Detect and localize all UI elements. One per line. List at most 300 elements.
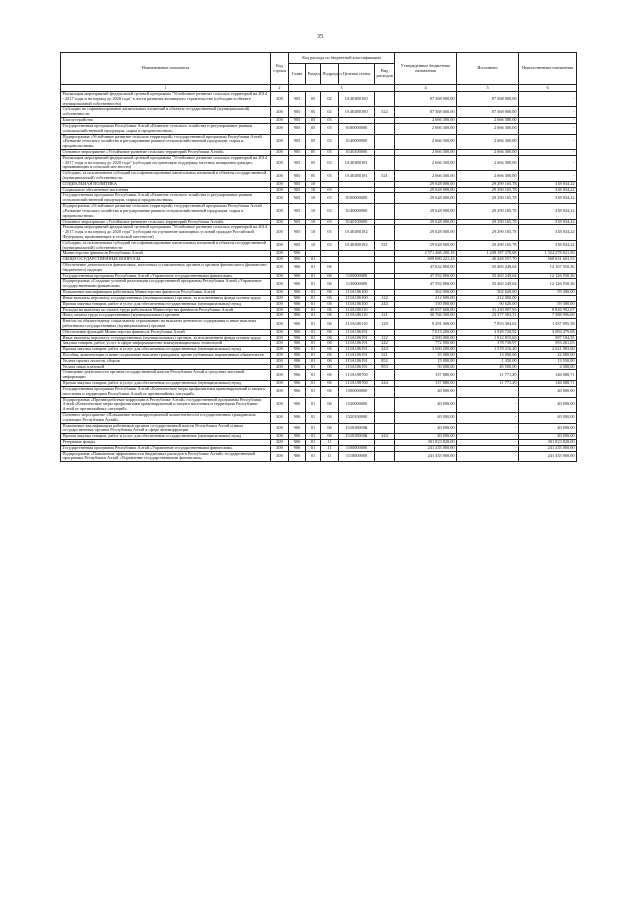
row-razdel: 01 bbox=[306, 273, 321, 279]
row-glava: 906 bbox=[289, 370, 306, 381]
row-unexecuted: 146 088,71 bbox=[519, 381, 577, 387]
row-unexecuted: - bbox=[519, 107, 577, 118]
row-razdel: 01 bbox=[306, 263, 321, 274]
header-razdel: Раздел bbox=[306, 64, 321, 85]
header-vid: Вид расходов bbox=[375, 64, 395, 85]
row-vid: 122 bbox=[375, 295, 395, 301]
row-glava: 905 bbox=[289, 155, 306, 170]
row-approved: 29 628 000,00 bbox=[395, 187, 457, 193]
row-approved: 29 628 000,00 bbox=[395, 219, 457, 225]
budget-execution-table bbox=[60, 52, 577, 462]
header-podrazdel: Подраздел bbox=[321, 64, 339, 85]
row-vid bbox=[375, 397, 395, 412]
row-podrazdel: 11 bbox=[321, 445, 339, 451]
row-glava: 905 bbox=[289, 118, 306, 124]
table-row bbox=[61, 123, 577, 134]
row-line-code: 200 bbox=[271, 273, 289, 279]
row-line-code: 200 bbox=[271, 423, 289, 434]
row-name: Подпрограмма «Создание условий реализации государственной программы Республики Алтай «Управление государственными финансами» bbox=[61, 279, 271, 290]
table-row bbox=[61, 397, 577, 412]
table-row bbox=[61, 171, 577, 182]
row-razdel: 01 bbox=[306, 335, 321, 341]
row-razdel: 01 bbox=[306, 381, 321, 387]
table-row bbox=[61, 204, 577, 219]
row-name: Субсидии на софинансирование капитальных вложений в объекты государственной (муниципальной) собственности bbox=[61, 107, 271, 118]
row-glava: 906 bbox=[289, 319, 306, 330]
row-razdel: 01 bbox=[306, 290, 321, 296]
row-approved: 2 666 300,00 bbox=[395, 149, 457, 155]
row-name: Основное мероприятие «Устойчивое развитие сельских территорий Республики Алтай» bbox=[61, 219, 271, 225]
row-podrazdel: 06 bbox=[321, 295, 339, 301]
row-razdel: 01 bbox=[306, 386, 321, 397]
row-podrazdel: 06 bbox=[321, 386, 339, 397]
row-razdel: 01 bbox=[306, 434, 321, 440]
row-name: Государственная программа Республики Алтай «Управление государственными финансами» bbox=[61, 273, 271, 279]
row-executed: 1 249 187 378,68 bbox=[457, 251, 519, 257]
row-executed: 29 290 165,78 bbox=[457, 225, 519, 240]
row-glava: 905 bbox=[289, 92, 306, 107]
row-name: Иные выплаты персоналу государственных (муниципальных) органов, за исключением фонда оплаты труда bbox=[61, 335, 271, 341]
row-executed: - bbox=[457, 434, 519, 440]
row-line-code: 200 bbox=[271, 397, 289, 412]
row-glava: 906 bbox=[289, 257, 306, 263]
table-row bbox=[61, 263, 577, 274]
row-executed: 1 578 216,40 bbox=[457, 347, 519, 353]
row-target: 113А106110 bbox=[339, 307, 375, 313]
row-podrazdel: 11 bbox=[321, 451, 339, 462]
row-vid: 244 bbox=[375, 301, 395, 307]
row-razdel: 05 bbox=[306, 149, 321, 155]
row-approved: 212 000,00 bbox=[395, 295, 457, 301]
row-unexecuted: 12 126 550,36 bbox=[519, 279, 577, 290]
row-podrazdel: 03 bbox=[321, 204, 339, 219]
row-razdel: 01 bbox=[306, 440, 321, 446]
row-executed: - bbox=[457, 440, 519, 446]
table-body bbox=[61, 92, 577, 462]
row-target: 01401R0182 bbox=[339, 225, 375, 240]
row-executed: 2 666 300,00 bbox=[457, 134, 519, 149]
row-podrazdel: 03 bbox=[321, 240, 339, 251]
row-approved: 87 368 000,00 bbox=[395, 92, 457, 107]
row-approved: 35 000,00 bbox=[395, 353, 457, 359]
row-approved: 609 080 221,23 bbox=[395, 257, 457, 263]
row-glava: 906 bbox=[289, 358, 306, 364]
row-razdel: 10 bbox=[306, 219, 321, 225]
row-glava: 905 bbox=[289, 204, 306, 219]
row-name: Повышение квалификации работников Министерства финансов Республики Алтай bbox=[61, 290, 271, 296]
row-name: Прочая закупка товаров, работ и услуг для обеспечения государственных (муниципальных) нужд bbox=[61, 301, 271, 307]
row-line-code: 200 bbox=[271, 204, 289, 219]
row-target: 113А106100 bbox=[339, 290, 375, 296]
row-vid bbox=[375, 412, 395, 423]
row-executed: 29 290 165,78 bbox=[457, 219, 519, 225]
row-razdel: 10 bbox=[306, 181, 321, 187]
row-podrazdel: 06 bbox=[321, 370, 339, 381]
row-podrazdel: 06 bbox=[321, 319, 339, 330]
row-target: 01401R0180 bbox=[339, 92, 375, 107]
row-approved: 87 368 000,00 bbox=[395, 107, 457, 118]
row-line-code: 200 bbox=[271, 279, 289, 290]
table-row bbox=[61, 107, 577, 118]
row-approved: 362 000,00 bbox=[395, 290, 457, 296]
row-vid: 522 bbox=[375, 107, 395, 118]
row-name: Основное мероприятие «Повышение антикоррупционной компетентности государственных гражданских служащих Республики Алтай» bbox=[61, 412, 271, 423]
row-name: Подпрограмма «Повышение эффективности бюджетных расходов в Республике Алтай» государственной программы Республики Алтай «Управление государственными финансами» bbox=[61, 451, 271, 462]
row-line-code: 200 bbox=[271, 434, 289, 440]
row-target: 113А106191 bbox=[339, 353, 375, 359]
row-podrazdel: 06 bbox=[321, 434, 339, 440]
row-glava: 906 bbox=[289, 434, 306, 440]
row-line-code: 200 bbox=[271, 134, 289, 149]
row-unexecuted: - bbox=[519, 155, 577, 170]
row-podrazdel: 06 bbox=[321, 313, 339, 319]
row-target: 113А106191 bbox=[339, 358, 375, 364]
row-approved: 3 600 200,00 bbox=[395, 347, 457, 353]
row-executed: 87 368 000,00 bbox=[457, 92, 519, 107]
table-row bbox=[61, 155, 577, 170]
row-razdel: 05 bbox=[306, 92, 321, 107]
row-podrazdel: 06 bbox=[321, 329, 339, 335]
row-line-code: 200 bbox=[271, 319, 289, 330]
row-name: Государственная программа Республики Алтай «Комплексные меры профилактики правонарушений и защита населения и территории Республики Алтай от чрезвычайных ситуаций» bbox=[61, 386, 271, 397]
row-vid: 853 bbox=[375, 364, 395, 370]
row-glava: 906 bbox=[289, 251, 306, 257]
row-podrazdel: 03 bbox=[321, 171, 339, 182]
row-line-code: 200 bbox=[271, 341, 289, 347]
row-approved: 2 666 300,00 bbox=[395, 155, 457, 170]
row-unexecuted: 40 000,00 bbox=[519, 434, 577, 440]
row-name: Благоустройство bbox=[61, 118, 271, 124]
row-glava: 906 bbox=[289, 440, 306, 446]
row-razdel: 01 bbox=[306, 358, 321, 364]
row-line-code: 200 bbox=[271, 193, 289, 204]
row-podrazdel: 06 bbox=[321, 290, 339, 296]
row-line-code: 200 bbox=[271, 301, 289, 307]
row-razdel: 01 bbox=[306, 370, 321, 381]
row-razdel: 01 bbox=[306, 301, 321, 307]
row-approved: 157 880,00 bbox=[395, 370, 457, 381]
row-vid bbox=[375, 386, 395, 397]
row-unexecuted: 338 834,22 bbox=[519, 240, 577, 251]
row-name: Прочая закупка товаров, работ и услуг для обеспечения государственных (муниципальных) нужд bbox=[61, 381, 271, 387]
row-line-code: 200 bbox=[271, 92, 289, 107]
row-approved: 40 057 600,00 bbox=[395, 307, 457, 313]
row-glava: 906 bbox=[289, 397, 306, 412]
row-glava: 906 bbox=[289, 273, 306, 279]
row-target: 113А106110 bbox=[339, 313, 375, 319]
row-approved: 29 628 000,00 bbox=[395, 225, 457, 240]
row-approved: 2 666 300,00 bbox=[395, 171, 457, 182]
row-razdel: 05 bbox=[306, 107, 321, 118]
row-line-code: 200 bbox=[271, 187, 289, 193]
row-executed: 2 666 300,00 bbox=[457, 123, 519, 134]
row-name: Субсидии, за исключением субсидий на софинансирование капитальных вложений в объекты государственной (муниципальной) собственности bbox=[61, 240, 271, 251]
row-podrazdel: 06 bbox=[321, 335, 339, 341]
row-podrazdel: 03 bbox=[321, 123, 339, 134]
row-line-code: 200 bbox=[271, 181, 289, 187]
row-name: Расходы на выплаты по оплате труда работников Министерства финансов Республики Алтай bbox=[61, 307, 271, 313]
column-index: 5 bbox=[457, 85, 519, 92]
row-executed: 29 290 165,78 bbox=[457, 193, 519, 204]
row-razdel: 01 bbox=[306, 423, 321, 434]
row-razdel: 10 bbox=[306, 193, 321, 204]
table-row bbox=[61, 92, 577, 107]
row-podrazdel: 06 bbox=[321, 397, 339, 412]
row-target: 1520100000 bbox=[339, 412, 375, 423]
row-name: ОБЩЕГОСУДАРСТВЕННЫЕ ВОПРОСЫ bbox=[61, 257, 271, 263]
row-name: Пособия, компенсации и иные социальные выплаты гражданам, кроме публичных нормативных обязательств bbox=[61, 353, 271, 359]
row-vid bbox=[375, 225, 395, 240]
row-target: 01401R0181 bbox=[339, 155, 375, 170]
row-name: Обеспечение деятельности финансовых, налоговых и таможенных органов и органов финансового (финансово-бюджетного) надзора bbox=[61, 263, 271, 274]
row-target: 1520000000 bbox=[339, 397, 375, 412]
row-razdel: 05 bbox=[306, 123, 321, 134]
row-unexecuted: 40 000,00 bbox=[519, 386, 577, 397]
row-approved: 2 571 466 200,18 bbox=[395, 251, 457, 257]
row-vid bbox=[375, 123, 395, 134]
row-line-code: 200 bbox=[271, 313, 289, 319]
row-razdel: 10 bbox=[306, 187, 321, 193]
row-unexecuted: 1 437 995,38 bbox=[519, 319, 577, 330]
row-target: 152010006К bbox=[339, 434, 375, 440]
row-approved: 30 766 300,00 bbox=[395, 313, 457, 319]
row-glava: 905 bbox=[289, 171, 306, 182]
row-glava: 906 bbox=[289, 263, 306, 274]
row-target: 0140100000 bbox=[339, 149, 375, 155]
row-executed: - bbox=[457, 397, 519, 412]
row-approved: 50 000,00 bbox=[395, 364, 457, 370]
row-executed: 31 230 007,93 bbox=[457, 307, 519, 313]
row-approved: 40 000,00 bbox=[395, 434, 457, 440]
row-executed: 11 771,29 bbox=[457, 381, 519, 387]
row-unexecuted: - bbox=[519, 134, 577, 149]
row-glava: 905 bbox=[289, 240, 306, 251]
header-line-code: Код строки bbox=[271, 53, 289, 85]
row-unexecuted: 12 167 550,36 bbox=[519, 263, 577, 274]
row-executed: - bbox=[457, 451, 519, 462]
row-approved: 157 880,00 bbox=[395, 381, 457, 387]
row-name: Государственная программа Республики Алтай «Развитие сельского хозяйства и регулирование рынков сельскохозяйственной продукции, сырья и продовольствия» bbox=[61, 193, 271, 204]
row-line-code: 200 bbox=[271, 107, 289, 118]
row-approved: 40 000,00 bbox=[395, 412, 457, 423]
row-razdel: 10 bbox=[306, 240, 321, 251]
row-target: 1110000000 bbox=[339, 451, 375, 462]
row-unexecuted: 40 000,00 bbox=[519, 397, 577, 412]
row-approved: 40 000,00 bbox=[395, 386, 457, 397]
row-target: 1500000000 bbox=[339, 386, 375, 397]
table-row bbox=[61, 412, 577, 423]
row-name: Уплата иных платежей bbox=[61, 364, 271, 370]
row-target: 113А106191 bbox=[339, 347, 375, 353]
row-podrazdel: 03 bbox=[321, 219, 339, 225]
row-line-code: 200 bbox=[271, 290, 289, 296]
row-unexecuted: 8 826 992,07 bbox=[519, 307, 577, 313]
row-approved: 29 628 000,00 bbox=[395, 240, 457, 251]
row-line-code: 200 bbox=[271, 118, 289, 124]
row-executed: 45 500,00 bbox=[457, 364, 519, 370]
row-target: 113А198700 bbox=[339, 370, 375, 381]
row-executed: 11 771,29 bbox=[457, 370, 519, 381]
row-target: 113А106110 bbox=[339, 319, 375, 330]
row-line-code: 200 bbox=[271, 445, 289, 451]
row-unexecuted: - bbox=[519, 92, 577, 107]
row-glava: 906 bbox=[289, 301, 306, 307]
row-approved: 7 013 200,00 bbox=[395, 329, 457, 335]
row-podrazdel: 06 bbox=[321, 412, 339, 423]
row-podrazdel: 03 bbox=[321, 187, 339, 193]
row-target: 0140000000 bbox=[339, 134, 375, 149]
row-podrazdel: 06 bbox=[321, 364, 339, 370]
row-vid bbox=[375, 423, 395, 434]
row-line-code: 200 bbox=[271, 225, 289, 240]
table-row bbox=[61, 193, 577, 204]
row-name: Государственная программа Республики Алтай «Управление государственными финансами» bbox=[61, 445, 271, 451]
row-glava: 906 bbox=[289, 451, 306, 462]
row-unexecuted: 7 388 996,69 bbox=[519, 313, 577, 319]
row-glava: 906 bbox=[289, 335, 306, 341]
row-approved: 47 592 800,00 bbox=[395, 279, 457, 290]
header-glava: Глава bbox=[289, 64, 306, 85]
row-executed: 1 912 815,65 bbox=[457, 335, 519, 341]
table-row bbox=[61, 225, 577, 240]
row-podrazdel: 03 bbox=[321, 134, 339, 149]
row-target: 0100000000 bbox=[339, 123, 375, 134]
row-razdel: 01 bbox=[306, 295, 321, 301]
row-vid bbox=[375, 193, 395, 204]
row-target: 01401R0181 bbox=[339, 171, 375, 182]
row-unexecuted: 12 126 550,36 bbox=[519, 273, 577, 279]
row-name: Подпрограмма «Противодействие коррупции в Республике Алтай» государственной программы Республики Алтай «Комплексные меры профилактики правонарушений и защита населения и территории Республики Алтай от чрезвычайных ситуаций» bbox=[61, 397, 271, 412]
row-approved: 9 291 300,00 bbox=[395, 319, 457, 330]
row-unexecuted: - bbox=[519, 171, 577, 182]
row-podrazdel: 06 bbox=[321, 263, 339, 274]
column-index: 1 bbox=[61, 85, 271, 92]
row-podrazdel: 06 bbox=[321, 307, 339, 313]
row-razdel: 01 bbox=[306, 329, 321, 335]
row-unexecuted: 146 088,71 bbox=[519, 370, 577, 381]
row-line-code: 200 bbox=[271, 251, 289, 257]
row-unexecuted: 3 083 479,08 bbox=[519, 329, 577, 335]
row-executed: - bbox=[457, 445, 519, 451]
row-vid bbox=[375, 155, 395, 170]
row-approved: 772 000,00 bbox=[395, 341, 457, 347]
row-unexecuted: 241 435 000,00 bbox=[519, 445, 577, 451]
row-name: Обеспечение функций Министерства финансов Республики Алтай bbox=[61, 329, 271, 335]
row-vid: 121 bbox=[375, 313, 395, 319]
row-name: Подпрограмма «Устойчивое развитие сельских территорий» государственной программы Республики Алтай «Развитие сельского хозяйства и регулирование рынков сельскохозяйственной продукции, сырья и продовольствия» bbox=[61, 204, 271, 219]
row-line-code: 200 bbox=[271, 155, 289, 170]
row-executed: - bbox=[457, 412, 519, 423]
row-vid: 122 bbox=[375, 335, 395, 341]
row-unexecuted: 40 000,00 bbox=[519, 423, 577, 434]
row-glava: 906 bbox=[289, 279, 306, 290]
row-target: 1100000000 bbox=[339, 445, 375, 451]
column-index: 6 bbox=[519, 85, 577, 92]
row-executed: 1 450,00 bbox=[457, 358, 519, 364]
row-line-code: 200 bbox=[271, 263, 289, 274]
row-unexecuted: 59 380,00 bbox=[519, 290, 577, 296]
row-razdel: 01 bbox=[306, 364, 321, 370]
row-glava: 906 bbox=[289, 423, 306, 434]
row-executed: 2 666 300,00 bbox=[457, 149, 519, 155]
row-razdel: 01 bbox=[306, 257, 321, 263]
row-executed: 40 448 557,70 bbox=[457, 257, 519, 263]
row-target: 113А106100 bbox=[339, 295, 375, 301]
row-name: Фонд оплаты труда государственных (муниципальных) органов bbox=[61, 313, 271, 319]
row-razdel: 01 bbox=[306, 313, 321, 319]
row-razdel: 10 bbox=[306, 225, 321, 240]
row-podrazdel: 06 bbox=[321, 279, 339, 290]
row-podrazdel: 03 bbox=[321, 225, 339, 240]
row-name: Министерство финансов Республики Алтай bbox=[61, 251, 271, 257]
row-name: Уплата прочих налогов, сборов bbox=[61, 358, 271, 364]
row-name: Иные выплаты персоналу государственных (муниципальных) органов, за исключением фонда оплаты труда bbox=[61, 295, 271, 301]
row-line-code: 200 bbox=[271, 370, 289, 381]
row-target: 1100000000 bbox=[339, 273, 375, 279]
row-executed: 90 620,00 bbox=[457, 301, 519, 307]
row-approved: 2 500 000,00 bbox=[395, 335, 457, 341]
row-executed: 212 000,00 bbox=[457, 295, 519, 301]
row-line-code: 200 bbox=[271, 364, 289, 370]
header-unexecuted: Неисполненные назначения bbox=[519, 53, 577, 85]
row-razdel: 01 bbox=[306, 341, 321, 347]
row-vid bbox=[375, 370, 395, 381]
row-razdel: 01 bbox=[306, 451, 321, 462]
row-unexecuted: 59 380,00 bbox=[519, 301, 577, 307]
row-vid bbox=[375, 92, 395, 107]
row-glava: 905 bbox=[289, 123, 306, 134]
row-unexecuted: - bbox=[519, 149, 577, 155]
row-line-code: 200 bbox=[271, 451, 289, 462]
row-executed: 29 290 165,78 bbox=[457, 181, 519, 187]
row-razdel: 01 bbox=[306, 397, 321, 412]
row-unexecuted: 13 550,00 bbox=[519, 358, 577, 364]
row-executed: 29 290 165,78 bbox=[457, 204, 519, 219]
column-index: 2 bbox=[271, 85, 289, 92]
row-name: Взносы по обязательному социальному страхованию на выплаты денежного содержания и иные выплаты работникам государственных (муниципальных) органов bbox=[61, 319, 271, 330]
row-target: 0140100000 bbox=[339, 219, 375, 225]
header-name: Наименование показателя bbox=[61, 53, 271, 85]
row-vid bbox=[375, 204, 395, 219]
row-unexecuted: 338 834,22 bbox=[519, 219, 577, 225]
row-vid: 242 bbox=[375, 341, 395, 347]
row-target: 152010006К bbox=[339, 423, 375, 434]
row-approved: 29 628 000,00 bbox=[395, 193, 457, 204]
column-index: 4 bbox=[395, 85, 457, 92]
row-vid: 852 bbox=[375, 358, 395, 364]
row-glava: 905 bbox=[289, 225, 306, 240]
row-executed: 87 368 000,00 bbox=[457, 107, 519, 118]
row-executed: - bbox=[457, 386, 519, 397]
row-unexecuted: 393 261,03 bbox=[519, 341, 577, 347]
row-glava: 905 bbox=[289, 181, 306, 187]
row-target: 01401R0180 bbox=[339, 107, 375, 118]
row-glava: 906 bbox=[289, 307, 306, 313]
row-glava: 905 bbox=[289, 107, 306, 118]
row-name: Резервные фонды bbox=[61, 440, 271, 446]
header-approved: Утвержденные бюджетные назначения bbox=[395, 53, 457, 85]
row-executed: 3 929 720,92 bbox=[457, 329, 519, 335]
row-podrazdel: 06 bbox=[321, 341, 339, 347]
row-approved: 47 592 800,00 bbox=[395, 273, 457, 279]
row-approved: 40 000,00 bbox=[395, 423, 457, 434]
row-line-code: 200 bbox=[271, 219, 289, 225]
row-target bbox=[339, 263, 375, 274]
row-razdel: 05 bbox=[306, 155, 321, 170]
row-name: Прочая закупка товаров, работ и услуг для обеспечения государственных (муниципальных) нужд bbox=[61, 434, 271, 440]
row-line-code: 200 bbox=[271, 386, 289, 397]
row-glava: 906 bbox=[289, 353, 306, 359]
